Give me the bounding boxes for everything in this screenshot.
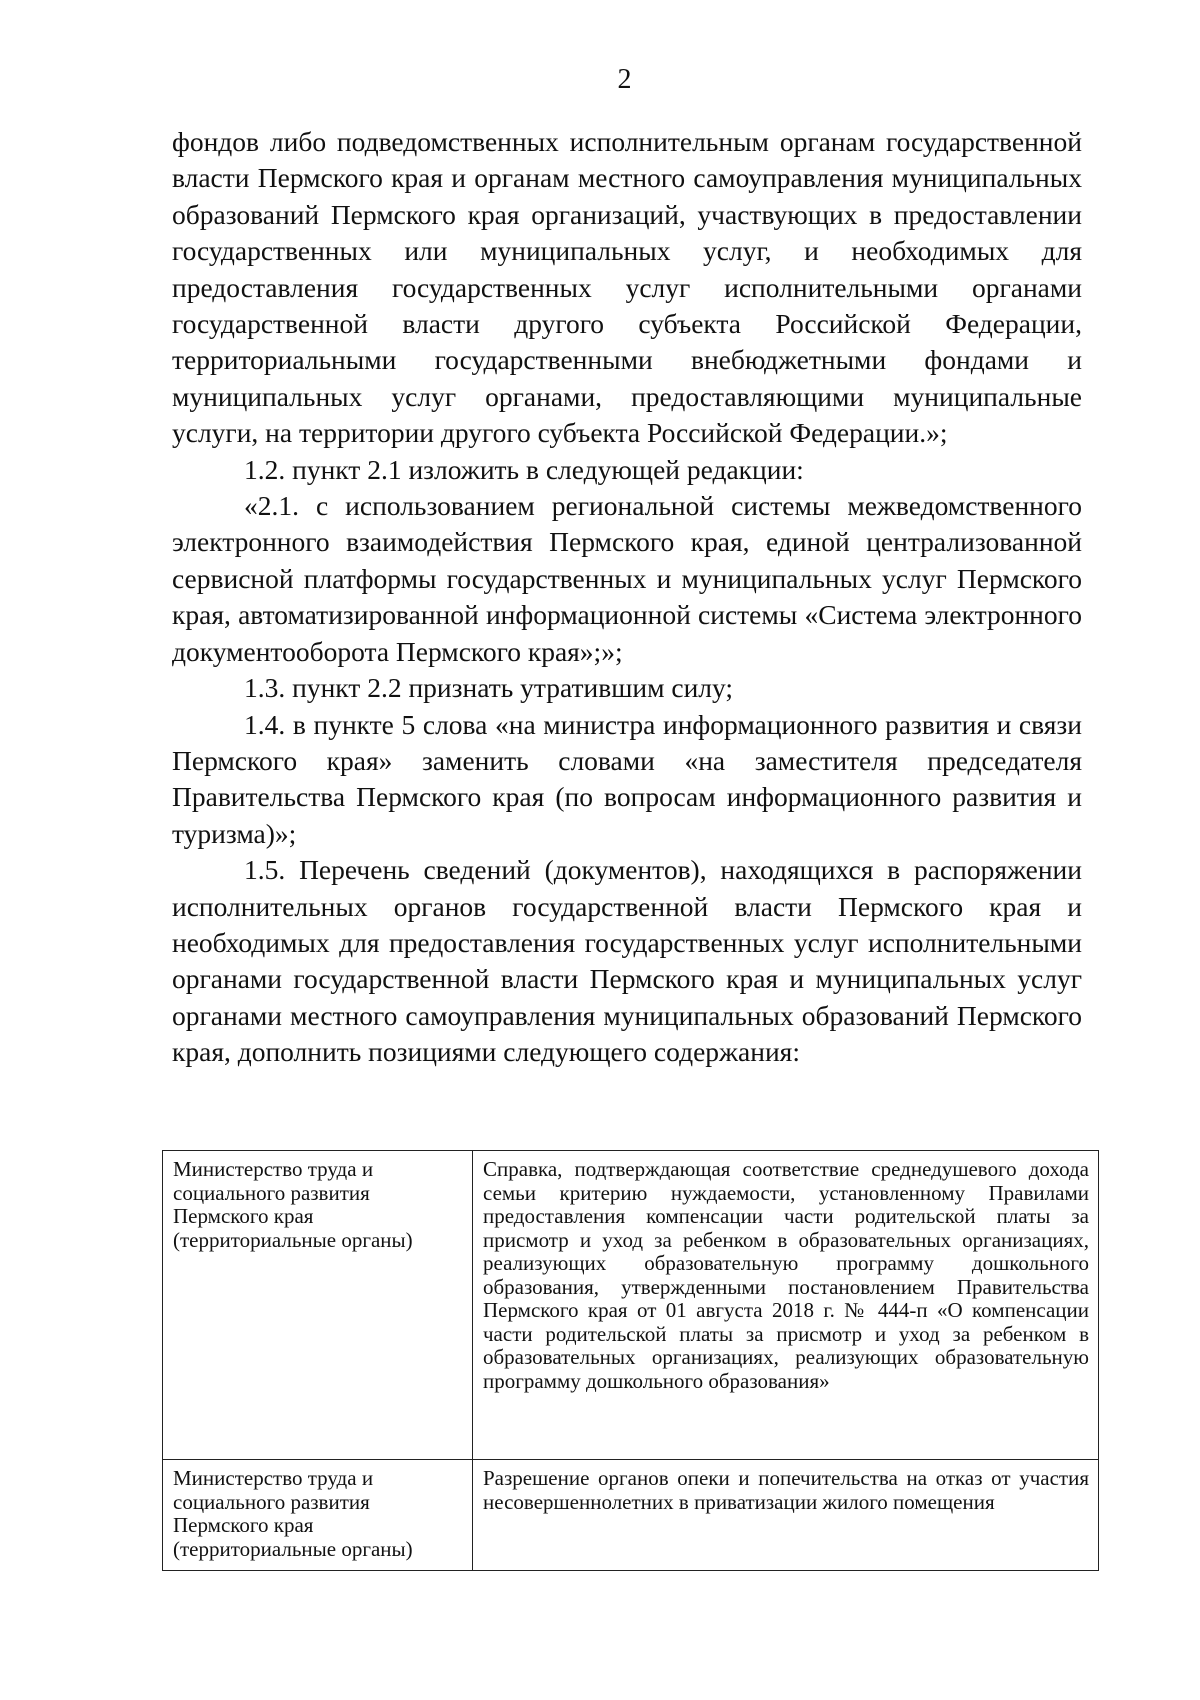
paragraph-quote-2-1: «2.1. с использованием региональной системы межведомственного электронного взаимодействия Пермского края, единой централизованной сервисной платформы государственных и муниципальных услуг Пермского края, автоматизированной информационной системы «Система электронного документооборота Пермского края»;»; bbox=[172, 490, 1082, 667]
page-number: 2 bbox=[617, 64, 632, 95]
table-row bbox=[163, 1151, 1099, 1460]
paragraph-item-1-4: 1.4. в пункте 5 слова «на министра информационного развития и связи Пермского края» заменить словами «на заместителя председателя Правительства Пермского края (по вопросам информационного развития и туризма)»; bbox=[172, 708, 1082, 849]
paragraph-item-1-3: 1.3. пункт 2.2 признать утратившим силу; bbox=[244, 672, 734, 704]
table-row bbox=[163, 1460, 1099, 1571]
paragraph-item-1-5: 1.5. Перечень сведений (документов), находящихся в распоряжении исполнительных органов государственной власти Пермского края и необходимых для предоставления государственных услуг исполнительными органами государственной власти Пермского края и муниципальных услуг органами местного самоуправления муниципальных образований Пермского края, дополнить позициями следующего содержания: bbox=[172, 854, 1082, 1068]
paragraph-item-1-2: 1.2. пункт 2.1 изложить в следующей редакции: bbox=[244, 453, 804, 485]
document-cell: Справка, подтверждающая соответствие среднедушевого дохода семьи критерию нуждаемости, установленному Правилами предоставления компенсации части родительской платы за присмотр и уход за ребенком в образовательных организациях, реализующих образовательную программу дошкольного образования, утвержденными постановлением Правительства Пермского края от 01 августа 2018 г. № 444-п «О компенсации части родительской платы за присмотр и уход за ребенком в образовательных организациях, реализующих образовательную программу дошкольного образования» bbox=[473, 1151, 1099, 1460]
document-cell: Разрешение органов опеки и попечительства на отказ от участия несовершеннолетних в приватизации жилого помещения bbox=[473, 1460, 1099, 1571]
organization-cell: Министерство труда и социального развития Пермского края (территориальные органы) bbox=[163, 1151, 473, 1460]
document-body bbox=[172, 124, 1082, 1071]
paragraph-continuation: фондов либо подведомственных исполнительным органам государственной власти Пермского края и органам местного самоуправления муниципальных образований Пермского края организаций, участвующих в предоставлении государственных или муниципальных услуг, и необходимых для предоставления государственных услуг исполнительными органами государственной власти другого субъекта Российской Федерации, территориальными государственными внебюджетными фондами и муниципальных услуг органами, предоставляющими муниципальные услуги, на территории другого субъекта Российской Федерации.»; bbox=[172, 126, 1082, 449]
documents-table bbox=[162, 1150, 1099, 1571]
organization-cell: Министерство труда и социального развития Пермского края (территориальные органы) bbox=[163, 1460, 473, 1571]
